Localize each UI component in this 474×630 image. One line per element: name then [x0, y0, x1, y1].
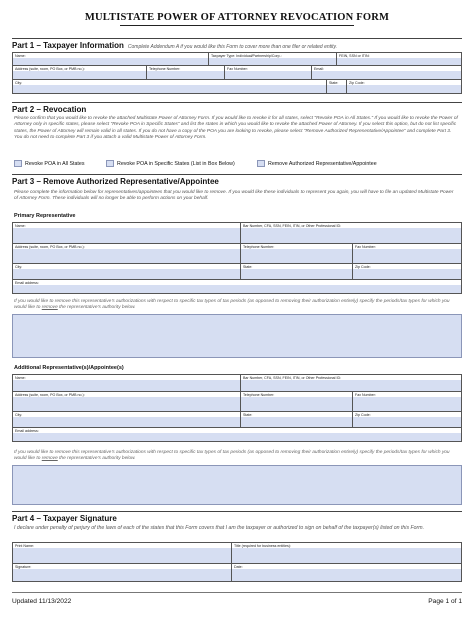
taxpayer-email-field[interactable]: [312, 66, 462, 80]
additional-state-label: State:: [243, 412, 253, 417]
remove-representative-checkbox[interactable]: [257, 160, 265, 167]
primary-email-field[interactable]: [12, 280, 462, 294]
additional-bar-number-field[interactable]: [241, 374, 462, 392]
primary-address-field[interactable]: [12, 244, 241, 264]
additional-city-field[interactable]: [12, 412, 241, 428]
additional-representative-grid: [12, 374, 462, 442]
part1-heading: [12, 38, 462, 52]
additional-representative-heading: Additional Representative(s)/Appointee(s): [14, 365, 124, 371]
part1-heading-text: Part 1 – Taxpayer Information: [12, 41, 124, 50]
additional-address-label: Address (suite, room, PO Box, or PMB no.):: [15, 392, 85, 397]
primary-name-field[interactable]: [12, 222, 241, 244]
footer-page-number: Page 1 of 1: [428, 598, 462, 605]
taxpayer-address-field[interactable]: [12, 66, 147, 80]
taxpayer-zip-field[interactable]: [347, 80, 462, 94]
signature-field[interactable]: [12, 564, 232, 582]
primary-zip-label: Zip Code:: [355, 264, 371, 269]
primary-address-label: Address (suite, room, PO Box, or PMB no.):: [15, 244, 85, 249]
primary-auth-text-post: the representative’s authority below.: [59, 305, 136, 311]
primary-zip-field[interactable]: [353, 264, 462, 280]
primary-auth-text-pre: If you would like to remove this representative’s authorizations with respect to specific tax types of tax periods (as opposed to removing their authorization entirely) specify the periods/tax types for which you would like to: [14, 299, 450, 311]
part3-instructions: Please complete the information below for representatives/appointees that you would like to remove. If you would like these individuals to represent you again, you will have to file an updated Multistate Power of Attorney Form. These individuals will no longer be able to perform actions on your behalf.: [14, 190, 454, 202]
taxpayer-email-label: Email:: [314, 66, 324, 71]
additional-telephone-label: Telephone Number:: [243, 392, 275, 397]
signature-grid: [12, 542, 462, 582]
remove-representative-option[interactable]: [257, 160, 377, 167]
taxpayer-address-label: Address (suite, room, PO Box, or PMB no.):: [15, 66, 85, 71]
primary-telephone-field[interactable]: [241, 244, 353, 264]
taxpayer-city-field[interactable]: [12, 80, 327, 94]
primary-authorization-note: [14, 299, 458, 312]
additional-auth-text-post: the representative’s authority below.: [59, 456, 136, 462]
title-label: Title (required for business entities):: [234, 543, 291, 548]
additional-name-label: Name:: [15, 375, 26, 380]
taxpayer-telephone-label: Telephone Number:: [149, 66, 181, 71]
footer-divider: [12, 592, 462, 593]
primary-city-label: City:: [15, 264, 23, 269]
additional-name-field[interactable]: [12, 374, 241, 392]
print-name-field[interactable]: [12, 542, 232, 564]
primary-bar-number-field[interactable]: [241, 222, 462, 244]
additional-state-field[interactable]: [241, 412, 353, 428]
taxpayer-zip-label: Zip Code:: [349, 80, 365, 85]
taxpayer-name-field[interactable]: [12, 52, 209, 66]
primary-representative-heading: Primary Representative: [14, 213, 76, 219]
date-label: Date:: [234, 564, 243, 569]
primary-telephone-label: Telephone Number:: [243, 244, 275, 249]
taxpayer-name-label: Name:: [15, 53, 26, 58]
revoke-all-states-label: Revoke POA in All States: [25, 160, 85, 167]
title-underline: [120, 25, 354, 26]
revoke-all-states-option[interactable]: [14, 160, 84, 167]
part4-heading: [12, 511, 462, 525]
additional-bar-number-label: Bar Number, CFA, SSN, FEIN, ITIN, or Other Professional ID:: [243, 375, 342, 380]
taxpayer-city-label: City:: [15, 80, 23, 85]
taxpayer-fax-label: Fax Number:: [227, 66, 248, 71]
additional-city-label: City:: [15, 412, 23, 417]
taxpayer-state-label: State:: [329, 80, 339, 85]
additional-zip-field[interactable]: [353, 412, 462, 428]
primary-fax-field[interactable]: [353, 244, 462, 264]
additional-authorization-box[interactable]: [12, 465, 462, 505]
primary-state-field[interactable]: [241, 264, 353, 280]
part2-heading: [12, 102, 462, 116]
date-field[interactable]: [232, 564, 462, 582]
taxpayer-telephone-field[interactable]: [147, 66, 225, 80]
primary-authorization-box[interactable]: [12, 314, 462, 358]
additional-auth-remove-word: remove: [41, 456, 58, 462]
primary-email-label: Email address:: [15, 280, 39, 285]
revoke-specific-states-option[interactable]: [106, 160, 235, 167]
primary-fax-label: Fax Number:: [355, 244, 376, 249]
taxpayer-type-label: Taxpayer Type: Individual/Partnership/Corp.:: [211, 53, 282, 58]
taxpayer-fein-label: FEIN, SSN or ITIN:: [339, 53, 370, 58]
revoke-all-states-checkbox[interactable]: [14, 160, 22, 167]
additional-email-field[interactable]: [12, 428, 462, 442]
primary-state-label: State:: [243, 264, 253, 269]
revoke-specific-states-label: Revoke POA in Specific States (List in Box Below): [117, 160, 235, 167]
part3-heading: [12, 174, 462, 188]
primary-auth-remove-word: remove: [41, 305, 58, 311]
primary-city-field[interactable]: [12, 264, 241, 280]
primary-bar-number-label: Bar Number, CFA, SSN, FEIN, ITIN, or Other Professional ID:: [243, 223, 342, 228]
additional-authorization-note: [14, 450, 458, 463]
primary-name-label: Name:: [15, 223, 26, 228]
additional-fax-field[interactable]: [353, 392, 462, 412]
additional-auth-text-pre: If you would like to remove this representative’s authorizations with respect to specific tax types of tax periods (as opposed to removing their authorization entirely) specify the periods/tax types for which you would like to: [14, 450, 450, 462]
additional-telephone-field[interactable]: [241, 392, 353, 412]
part2-heading-text: Part 2 – Revocation: [12, 105, 87, 114]
additional-fax-label: Fax Number:: [355, 392, 376, 397]
taxpayer-fein-field[interactable]: [337, 52, 462, 66]
part4-heading-text: Part 4 – Taxpayer Signature: [12, 514, 117, 523]
taxpayer-type-field[interactable]: [209, 52, 337, 66]
taxpayer-state-field[interactable]: [327, 80, 347, 94]
signature-label: Signature:: [15, 564, 32, 569]
part1-grid: [12, 52, 462, 94]
footer-updated: Updated 11/13/2022: [12, 598, 72, 605]
remove-representative-label: Remove Authorized Representative/Appointee: [268, 160, 377, 167]
primary-representative-grid: [12, 222, 462, 294]
taxpayer-fax-field[interactable]: [225, 66, 312, 80]
part3-heading-text: Part 3 – Remove Authorized Representative/Appointee: [12, 177, 219, 186]
part4-declaration: I declare under penalty of perjury of the laws of each of the states that this Form covers that I am the taxpayer or authorized to sign on behalf of the taxpayer(s) listed on this Form.: [14, 525, 425, 531]
print-name-label: Print Name:: [15, 543, 34, 548]
title-field[interactable]: [232, 542, 462, 564]
part2-instructions: Please confirm that you would like to revoke the attached Multistate Power of Attorney Form. If you would like to revoke it for all states, select "Revoke POA in All States." If you would like to revoke the Power of Attorney only in specific states, please select "Revoke POA in Specific States" and list the states in which you would like to revoke the attached Power of Attorney. If you select this option, but do not list specific states, the Power of Attorney will remain valid in all states. If you do not have a copy of the POA you are looking to revoke, please select "Remove Authorized Representative/Appointee" and complete Part 3. You do not need to complete Part 3 if you attach a valid Multistate Power of Attorney Form.: [14, 116, 458, 140]
form-title: MULTISTATE POWER OF ATTORNEY REVOCATION FORM: [84, 12, 390, 23]
revoke-specific-states-checkbox[interactable]: [106, 160, 114, 167]
additional-zip-label: Zip Code:: [355, 412, 371, 417]
additional-email-label: Email address:: [15, 428, 39, 433]
part1-note: Complete Addendum A if you would like this Form to cover more than one filer or related entity.: [127, 44, 338, 50]
additional-address-field[interactable]: [12, 392, 241, 412]
